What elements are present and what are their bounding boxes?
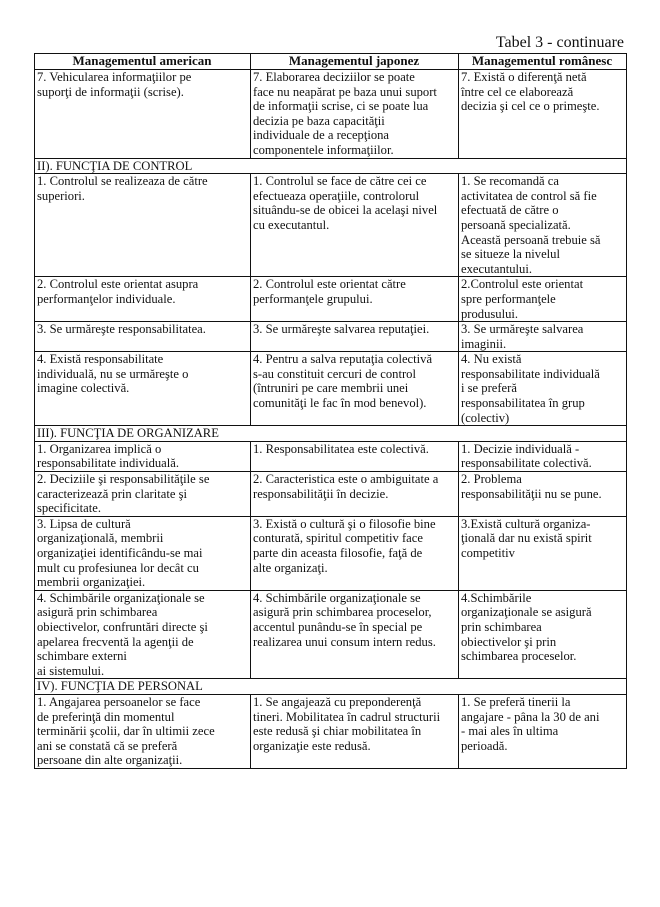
- cell-american: 2. Deciziile şi responsabilităţile se caracterizează prin claritate şi specificitate.: [35, 472, 251, 517]
- cell-japanese: 2. Controlul este orientat către performanţele grupului.: [251, 277, 459, 322]
- cell-american: 1. Organizarea implică o responsabilitate individuală.: [35, 441, 251, 471]
- section-row: [35, 679, 627, 695]
- cell-japanese: 1. Responsabilitatea este colectivă.: [251, 441, 459, 471]
- cell-romanian: 3.Există cultură organiza- ţională dar nu există spirit competitiv: [459, 516, 627, 590]
- cell-romanian: 7. Există o diferenţă netă între cel ce elaborează decizia şi cel ce o primeşte.: [459, 70, 627, 159]
- cell-japanese: 1. Controlul se face de către cei ce efectueaza operaţiile, controlorul situându-se de obicei la acelaşi nivel cu executantul.: [251, 174, 459, 277]
- table-row: [35, 174, 627, 277]
- table-row: [35, 70, 627, 159]
- table-row: [35, 590, 627, 679]
- section-row: [35, 426, 627, 442]
- cell-romanian: 1. Se preferă tinerii la angajare - pâna la 30 de ani - mai ales în ultima perioadă.: [459, 694, 627, 768]
- cell-japanese: 2. Caracteristica este o ambiguitate a responsabilităţii în decizie.: [251, 472, 459, 517]
- cell-romanian: 3. Se urmăreşte salvarea imaginii.: [459, 322, 627, 352]
- table-row: [35, 472, 627, 517]
- cell-american: 7. Vehicularea informaţiilor pe suporţi de informaţii (scrise).: [35, 70, 251, 159]
- cell-american: 1. Controlul se realizeaza de către superiori.: [35, 174, 251, 277]
- cell-romanian: 4.Schimbările organizaţionale se asigură prin schimbarea obiectivelor şi prin schimbarea proceselor.: [459, 590, 627, 679]
- section-heading: III). FUNCŢIA DE ORGANIZARE: [35, 426, 627, 442]
- cell-romanian: 1. Decizie individuală - responsabilitate colectivă.: [459, 441, 627, 471]
- comparison-table: [34, 53, 627, 769]
- cell-japanese: 4. Schimbările organizaţionale se asigură prin schimbarea proceselor, accentul punându-se în special pe realizarea unui consum intern redus.: [251, 590, 459, 679]
- cell-romanian: 2. Problema responsabilităţii nu se pune.: [459, 472, 627, 517]
- table-row: [35, 441, 627, 471]
- table-row: [35, 277, 627, 322]
- cell-japanese: 7. Elaborarea deciziilor se poate face nu neapărat pe baza unui suport de informaţii scrise, ci se poate lua decizia pe baza capacităţii individuale de a recepţiona componentele informaţiilor.: [251, 70, 459, 159]
- cell-japanese: 3. Există o cultură şi o filosofie bine conturată, spiritul competitiv face parte din aceasta filosofie, faţă de alte organizaţi.: [251, 516, 459, 590]
- cell-romanian: 2.Controlul este orientat spre performanţele produsului.: [459, 277, 627, 322]
- section-heading: IV). FUNCŢIA DE PERSONAL: [35, 679, 627, 695]
- header-row: [35, 54, 627, 70]
- header-japanese: Managementul japonez: [251, 54, 459, 70]
- header-american: Managementul american: [35, 54, 251, 70]
- cell-american: 2. Controlul este orientat asupra performanţelor individuale.: [35, 277, 251, 322]
- cell-american: 3. Se urmăreşte responsabilitatea.: [35, 322, 251, 352]
- table-row: [35, 694, 627, 768]
- cell-american: 4. Schimbările organizaţionale se asigură prin schimbarea obiectivelor, confruntări directe şi apelarea frecventă la agenţii de schimbare externi ai sistemului.: [35, 590, 251, 679]
- table-row: [35, 352, 627, 426]
- cell-japanese: 3. Se urmăreşte salvarea reputaţiei.: [251, 322, 459, 352]
- cell-romanian: 1. Se recomandă ca activitatea de control să fie efectuată de către o persoană specializată. Această persoană trebuie să se situeze la nivelul executantului.: [459, 174, 627, 277]
- cell-american: 3. Lipsa de cultură organizaţională, membrii organizaţiei identificându-se mai mult cu profesiunea lor decât cu membrii organizaţiei.: [35, 516, 251, 590]
- cell-japanese: 1. Se angajează cu preponderenţă tineri. Mobilitatea în cadrul structurii este redusă şi chiar mobilitatea în organizaţie este redusă.: [251, 694, 459, 768]
- table-row: [35, 322, 627, 352]
- table-row: [35, 516, 627, 590]
- cell-romanian: 4. Nu există responsabilitate individuală i se preferă responsabilitatea în grup (colectiv): [459, 352, 627, 426]
- table-caption: Tabel 3 - continuare: [495, 34, 624, 51]
- cell-american: 1. Angajarea persoanelor se face de preferinţă din momentul terminării şcolii, dar în ultimii zece ani se constată că se preferă persoane din alte organizaţii.: [35, 694, 251, 768]
- section-row: [35, 158, 627, 174]
- header-romanian: Managementul românesc: [459, 54, 627, 70]
- cell-japanese: 4. Pentru a salva reputaţia colectivă s-au constituit cercuri de control (întruniri pe care membrii unei comunităţi le fac în mod benevol).: [251, 352, 459, 426]
- cell-american: 4. Există responsabilitate individuală, nu se urmăreşte o imagine colectivă.: [35, 352, 251, 426]
- section-heading: II). FUNCŢIA DE CONTROL: [35, 158, 627, 174]
